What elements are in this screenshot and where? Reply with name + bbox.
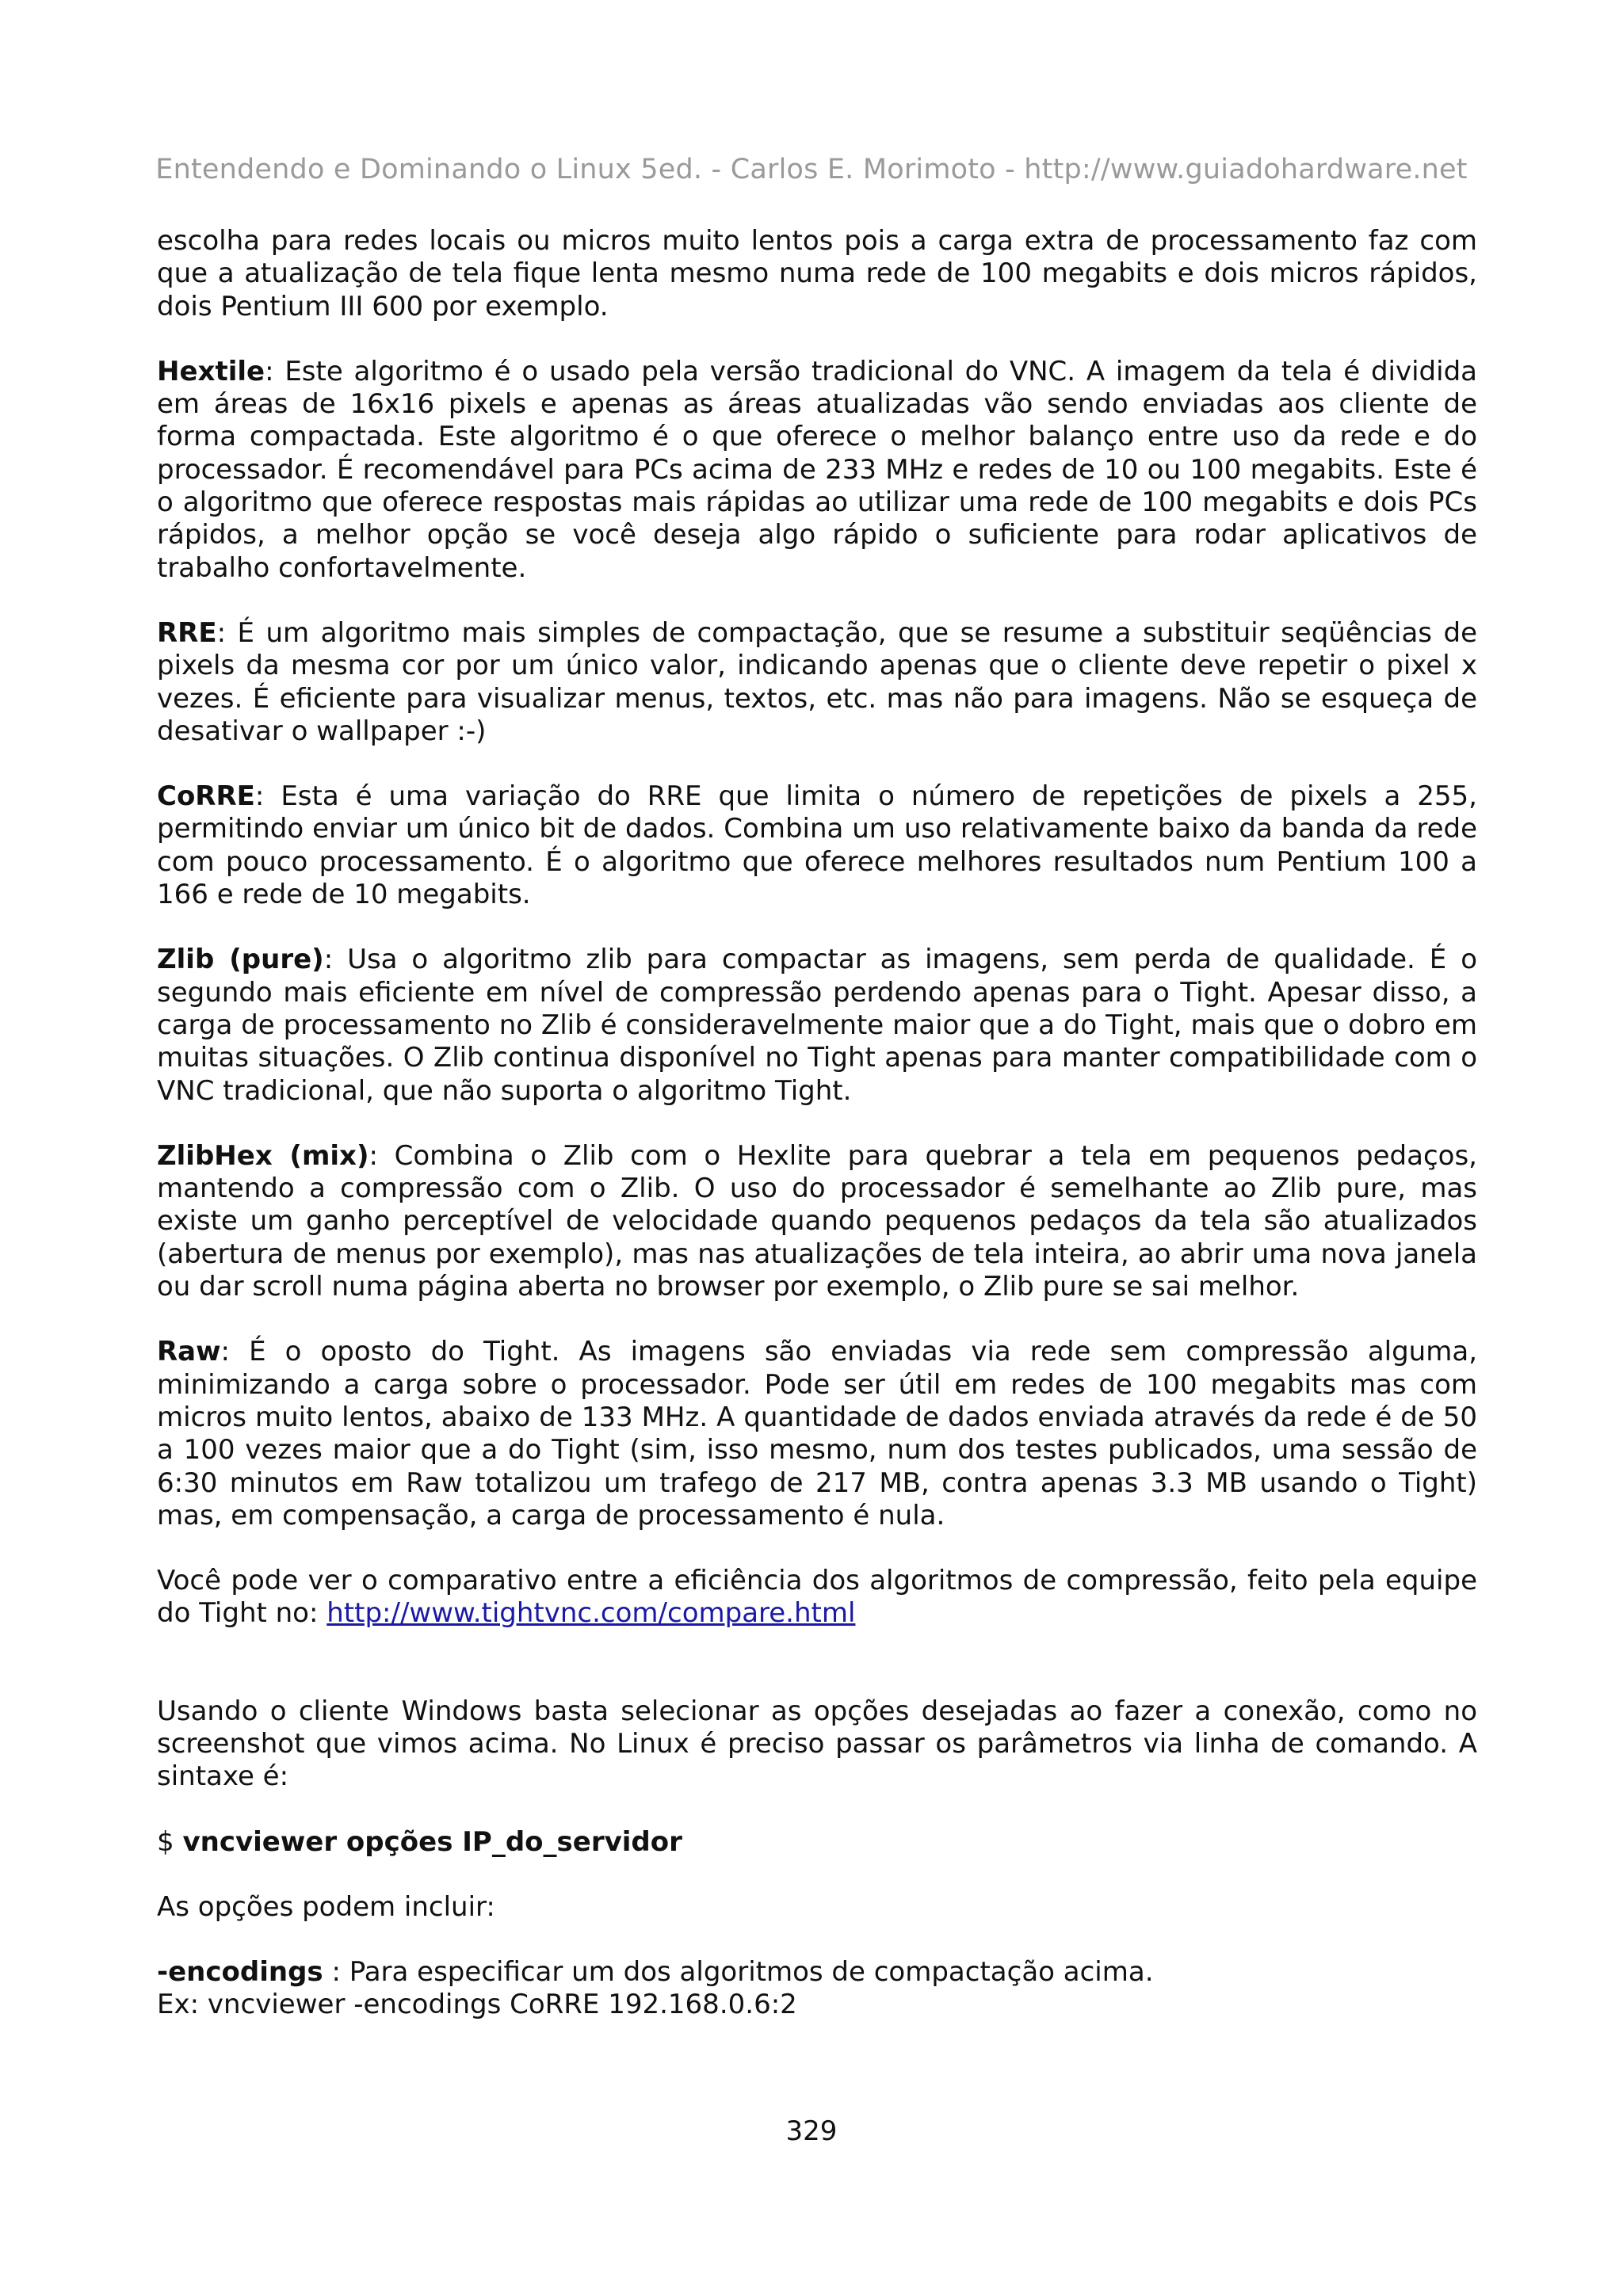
intro-paragraph: escolha para redes locais ou micros muito lentos pois a carga extra de processamento faz com que a atualização de tela fique lenta mesmo numa rede de 100 megabits e dois micros rápidos, dois Pentium III 600 por exemplo. [157,225,1477,322]
raw-paragraph [157,1336,1477,1532]
encodings-example: Ex: vncviewer -encodings CoRRE 192.168.0.6:2 [157,1989,797,2021]
options-intro: As opções podem incluir: [157,1890,495,1923]
windows-client-paragraph: Usando o cliente Windows basta selecionar as opções desejadas ao fazer a conexão, como no screenshot que vimos acima. No Linux é preciso passar os parâmetros via linha de comando. A sintaxe é: [157,1695,1477,1793]
rre-text: : É um algoritmo mais simples de compactação, que se resume a substituir seqüências de pixels da mesma cor por um único valor, indicando apenas que o cliente deve repetir o pixel x vezes. É eficiente para visualizar menus, textos, etc. mas não para imagens. Não se esqueça de desativar o wallpaper :-) [157,616,1477,747]
corre-text: : Esta é uma variação do RRE que limita o número de repetições de pixels a 255, permitindo enviar um único bit de dados. Combina um uso relativamente baixo da banda da rede com pouco processamento. É o algoritmo que oferece melhores resultados num Pentium 100 a 166 e rede de 10 megabits. [157,780,1477,911]
page-content [157,225,1477,2022]
encodings-paragraph [157,1956,1477,1989]
zlibhex-text: : Combina o Zlib com o Hexlite para quebrar a tela em pequenos pedaços, mantendo a compressão com o Zlib. O uso do processador é semelhante ao Zlib pure, mas existe um ganho perceptível de velocidade quando pequenos pedaços da tela são atualizados (abertura de menus por exemplo), mas nas atualizações de tela inteira, ao abrir uma nova janela ou dar scroll numa página aberta no browser por exemplo, o Zlib pure se sai melhor. [157,1139,1477,1303]
hextile-paragraph [157,356,1477,585]
zlibhex-paragraph [157,1140,1477,1303]
compare-link[interactable]: http://www.tightvnc.com/compare.html [327,1597,856,1630]
running-header: Entendendo e Dominando o Linux 5ed. - Carlos E. Morimoto - http://www.guiadohardware.net [155,154,1468,185]
zlib-text: : Usa o algoritmo zlib para compactar as imagens, sem perda de qualidade. É o segundo mais eficiente em nível de compressão perdendo apenas para o Tight. Apesar disso, a carga de processamento no Zlib é consideravelmente maior que a do Tight, mais que o dobro em muitas situações. O Zlib continua disponível no Tight apenas para manter compatibilidade com o VNC tradicional, que não suporta o algoritmo Tight. [157,944,1477,1107]
command-text: vncviewer opções IP_do_servidor [182,1825,682,1858]
hextile-text: : Este algoritmo é o usado pela versão tradicional do VNC. A imagem da tela é dividida em áreas de 16x16 pixels e apenas as áreas atualizadas vão sendo enviadas aos cliente de forma compactada. Este algoritmo é o que oferece o melhor balanço entre uso da rede e do processador. É recomendável para PCs acima de 233 MHz e redes de 10 ou 100 megabits. Este é o algoritmo que oferece respostas mais rápidas ao utilizar uma rede de 100 megabits e dois PCs rápidos, a melhor opção se você deseja algo rápido o suficiente para rodar aplicativos de trabalho confortavelmente. [157,355,1477,584]
rre-term: RRE [157,616,217,649]
raw-term: Raw [157,1336,221,1368]
corre-paragraph [157,780,1477,911]
command-syntax [157,1826,1477,1859]
rre-paragraph [157,617,1477,748]
raw-text: : É o oposto do Tight. As imagens são enviadas via rede sem compressão alguma, minimizando a carga sobre o processador. Pode ser útil em redes de 100 megabits mas com micros muito lentos, abaixo de 133 MHz. A quantidade de dados enviada através da rede é de 50 a 100 vezes maior que a do Tight (sim, isso mesmo, num dos testes publicados, uma sessão de 6:30 minutos em Raw totalizou um trafego de 217 MB, contra apenas 3.3 MB usando o Tight) mas, em compensação, a carga de processamento é nula. [157,1336,1477,1531]
zlib-term: Zlib (pure) [157,944,324,976]
compare-paragraph [157,1565,1477,1630]
zlibhex-term: ZlibHex (mix) [157,1139,369,1172]
page-number: 329 [785,2115,838,2147]
command-prompt: $ [157,1825,183,1858]
zlib-paragraph [157,944,1477,1107]
corre-term: CoRRE [157,780,255,813]
encodings-term: -encodings [157,1956,323,1989]
compare-text: Você pode ver o comparativo entre a eficiência dos algoritmos de compressão, feito pela equipe do Tight no: [157,1565,1477,1630]
hextile-term: Hextile [157,355,265,387]
encodings-text: : Para especificar um dos algoritmos de compactação acima. [323,1956,1154,1989]
